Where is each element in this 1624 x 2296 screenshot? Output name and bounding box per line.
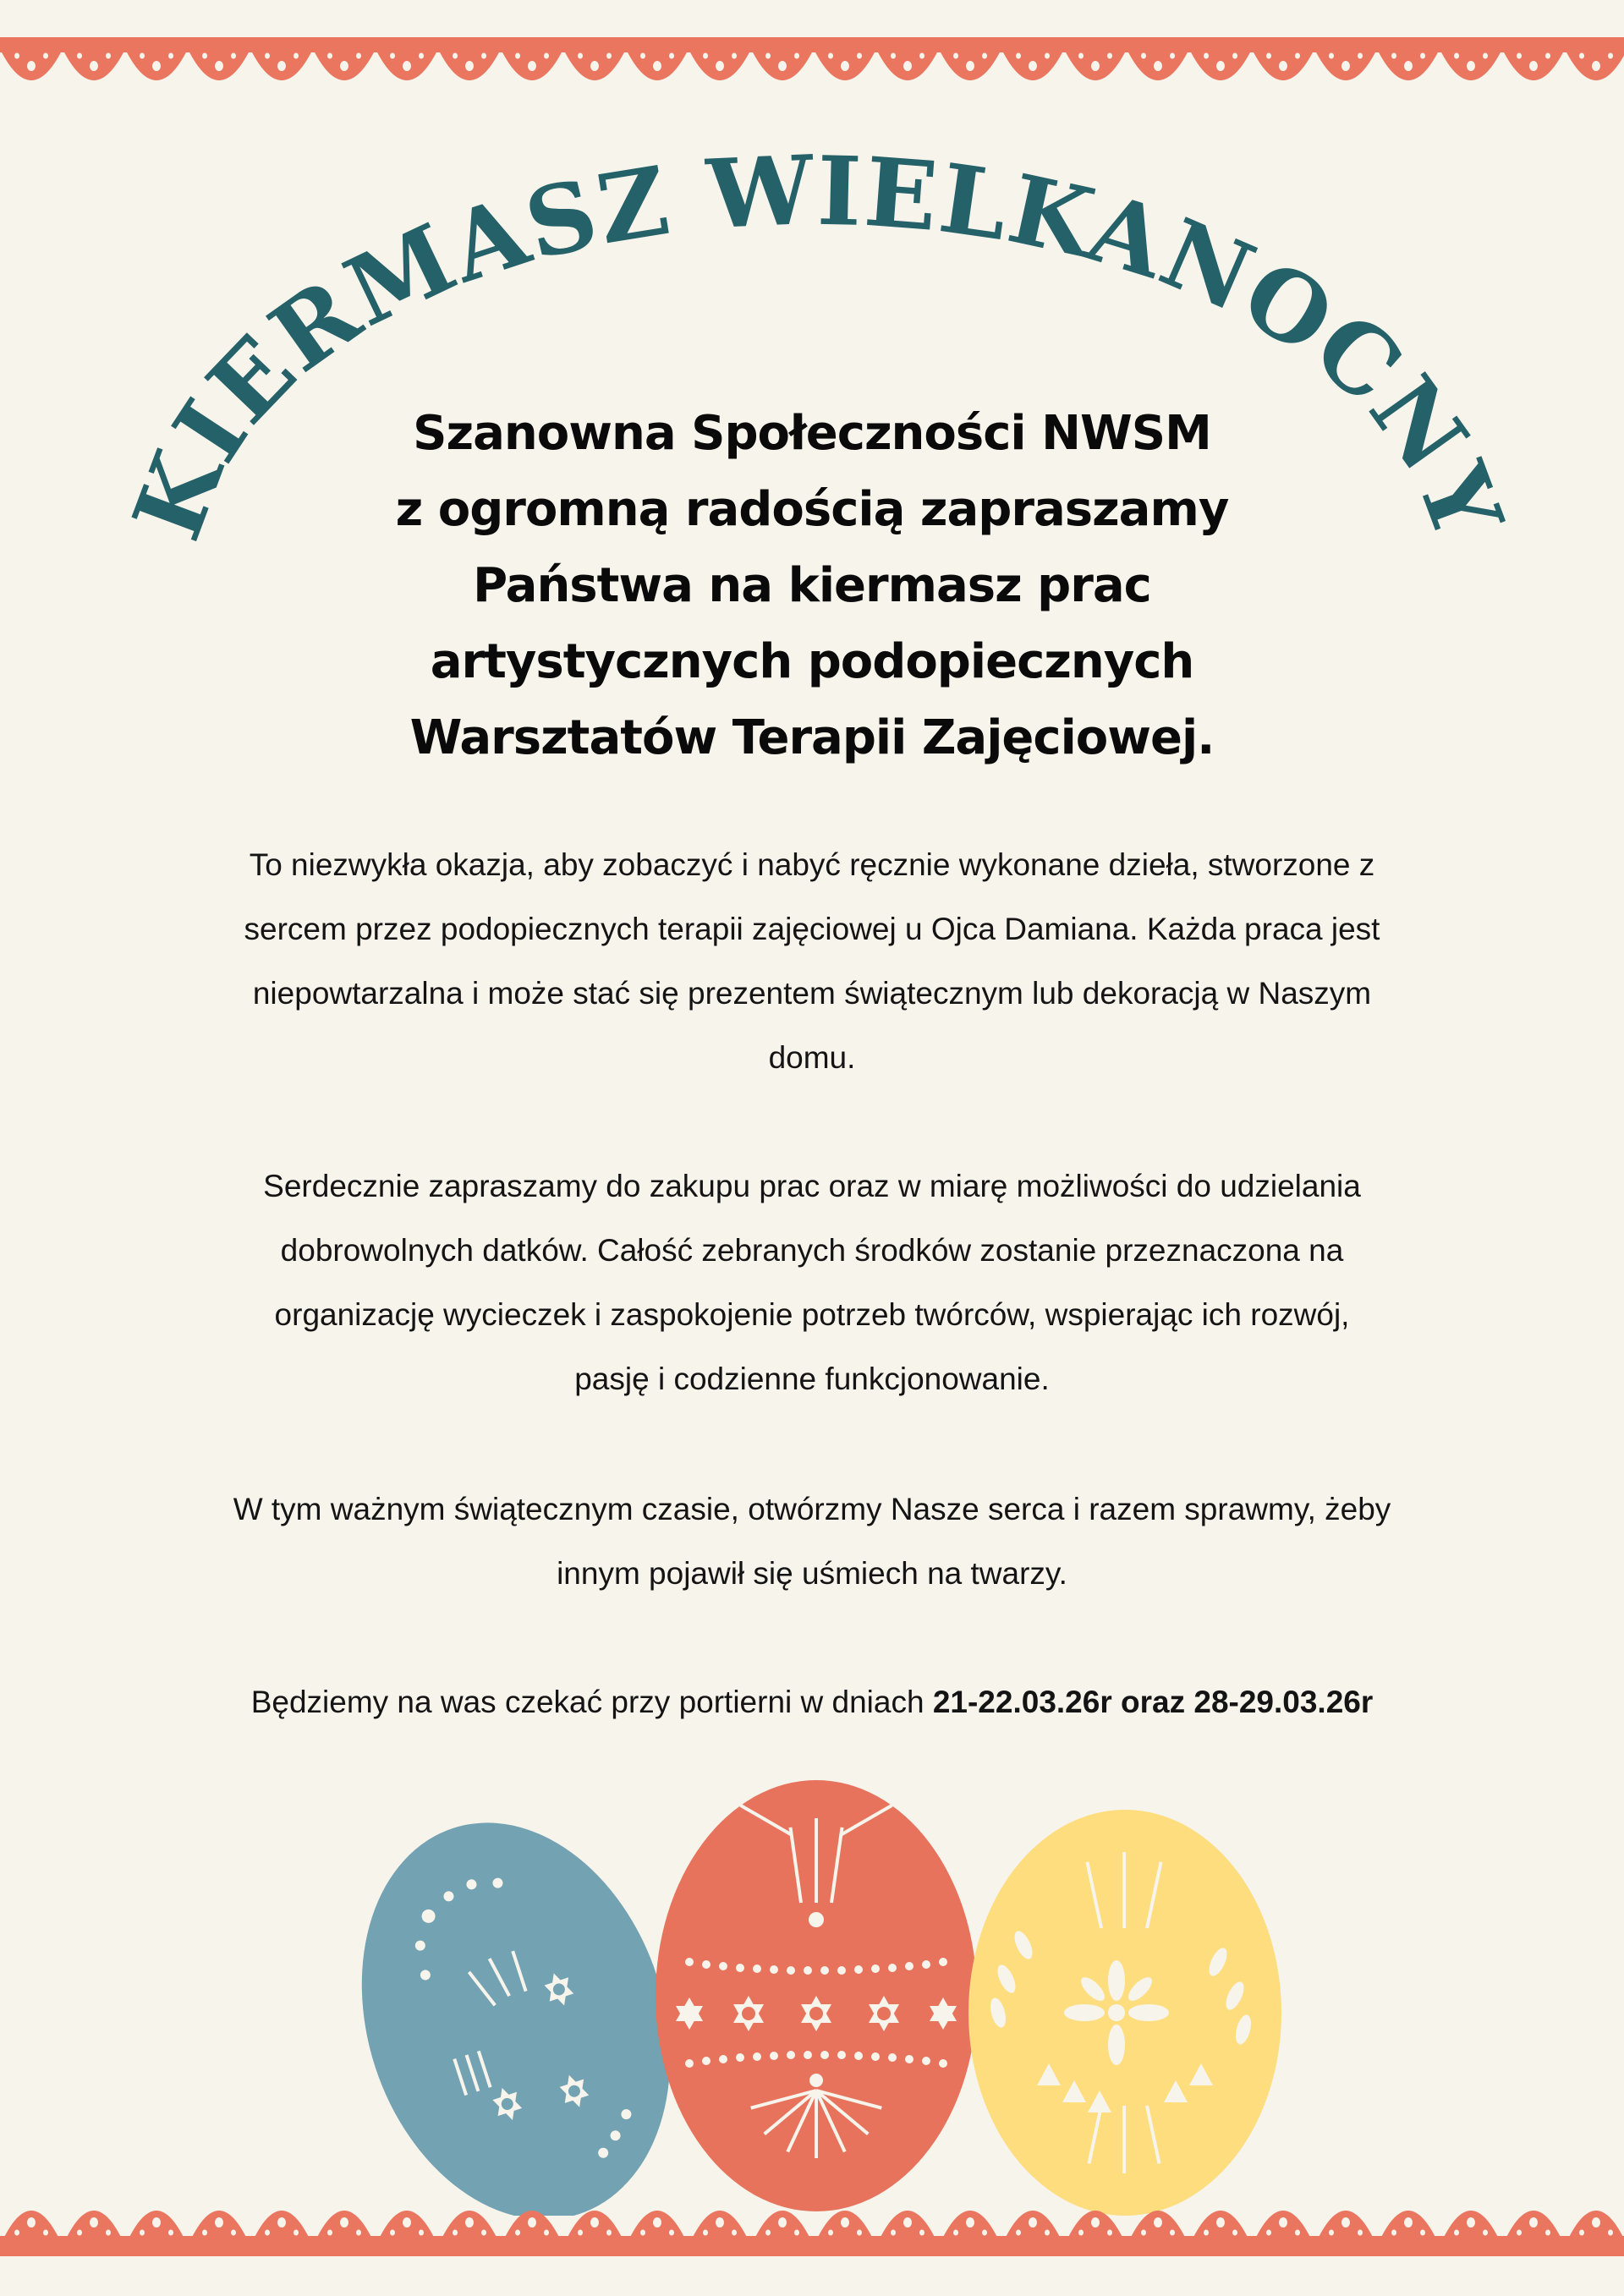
headline <box>304 396 1320 776</box>
headline-line: Warsztatów Terapii Zajęciowej. <box>409 710 1215 765</box>
paragraph-line: domu. <box>768 1040 856 1075</box>
headline-line: z ogromną radością zapraszamy <box>395 482 1229 537</box>
paragraph-line: niepowtarzalna i może stać się prezentem świątecznym lub dekoracją w Naszym <box>252 976 1372 1011</box>
paragraph-line: pasję i codzienne funkcjonowanie. <box>574 1362 1050 1396</box>
dates-line-text <box>110 1670 1514 1734</box>
paragraph-line: sercem przez podopiecznych terapii zajęciowej u Ojca Damiana. Każda praca jest <box>244 912 1380 946</box>
headline-line: Państwa na kiermasz prac <box>473 558 1151 613</box>
paragraph-line: innym pojawił się uśmiech na twarzy. <box>557 1556 1067 1591</box>
paragraph-appeal <box>110 1477 1514 1606</box>
event-dates: 21-22.03.26r oraz 28-29.03.26r <box>932 1685 1374 1719</box>
yellow-easter-egg <box>968 1810 1281 2216</box>
red-easter-egg <box>656 1780 977 2211</box>
dates-prefix: Będziemy na was czekać przy portierni w dniach <box>250 1685 933 1719</box>
headline-line: artystycznych podopiecznych <box>430 634 1194 689</box>
paragraph-line: dobrowolnych datków. Całość zebranych środków zostanie przeznaczona na <box>280 1233 1344 1268</box>
headline-line: Szanowna Społeczności NWSM <box>413 406 1211 461</box>
bottom-scalloped-border <box>0 2197 1624 2256</box>
dates-line <box>110 1670 1514 1734</box>
paragraph-donations <box>110 1154 1514 1411</box>
paragraph-line: To niezwykła okazja, aby zobaczyć i nabyć ręcznie wykonane dzieła, stworzone z <box>249 847 1375 882</box>
paragraph-line: Serdecznie zapraszamy do zakupu prac oraz w miarę możliwości do udzielania <box>263 1169 1361 1203</box>
poster-title: KIERMASZ WIELKANOCNY <box>112 134 1524 554</box>
easter-eggs-illustration <box>338 1742 1286 2216</box>
paragraph-line: W tym ważnym świątecznym czasie, otwórzmy Nasze serca i razem sprawmy, żeby <box>233 1492 1391 1526</box>
paragraph-intro <box>110 833 1514 1090</box>
paragraph-line: organizację wycieczek i zaspokojenie potrzeb twórców, wspierając ich rozwój, <box>274 1297 1350 1332</box>
